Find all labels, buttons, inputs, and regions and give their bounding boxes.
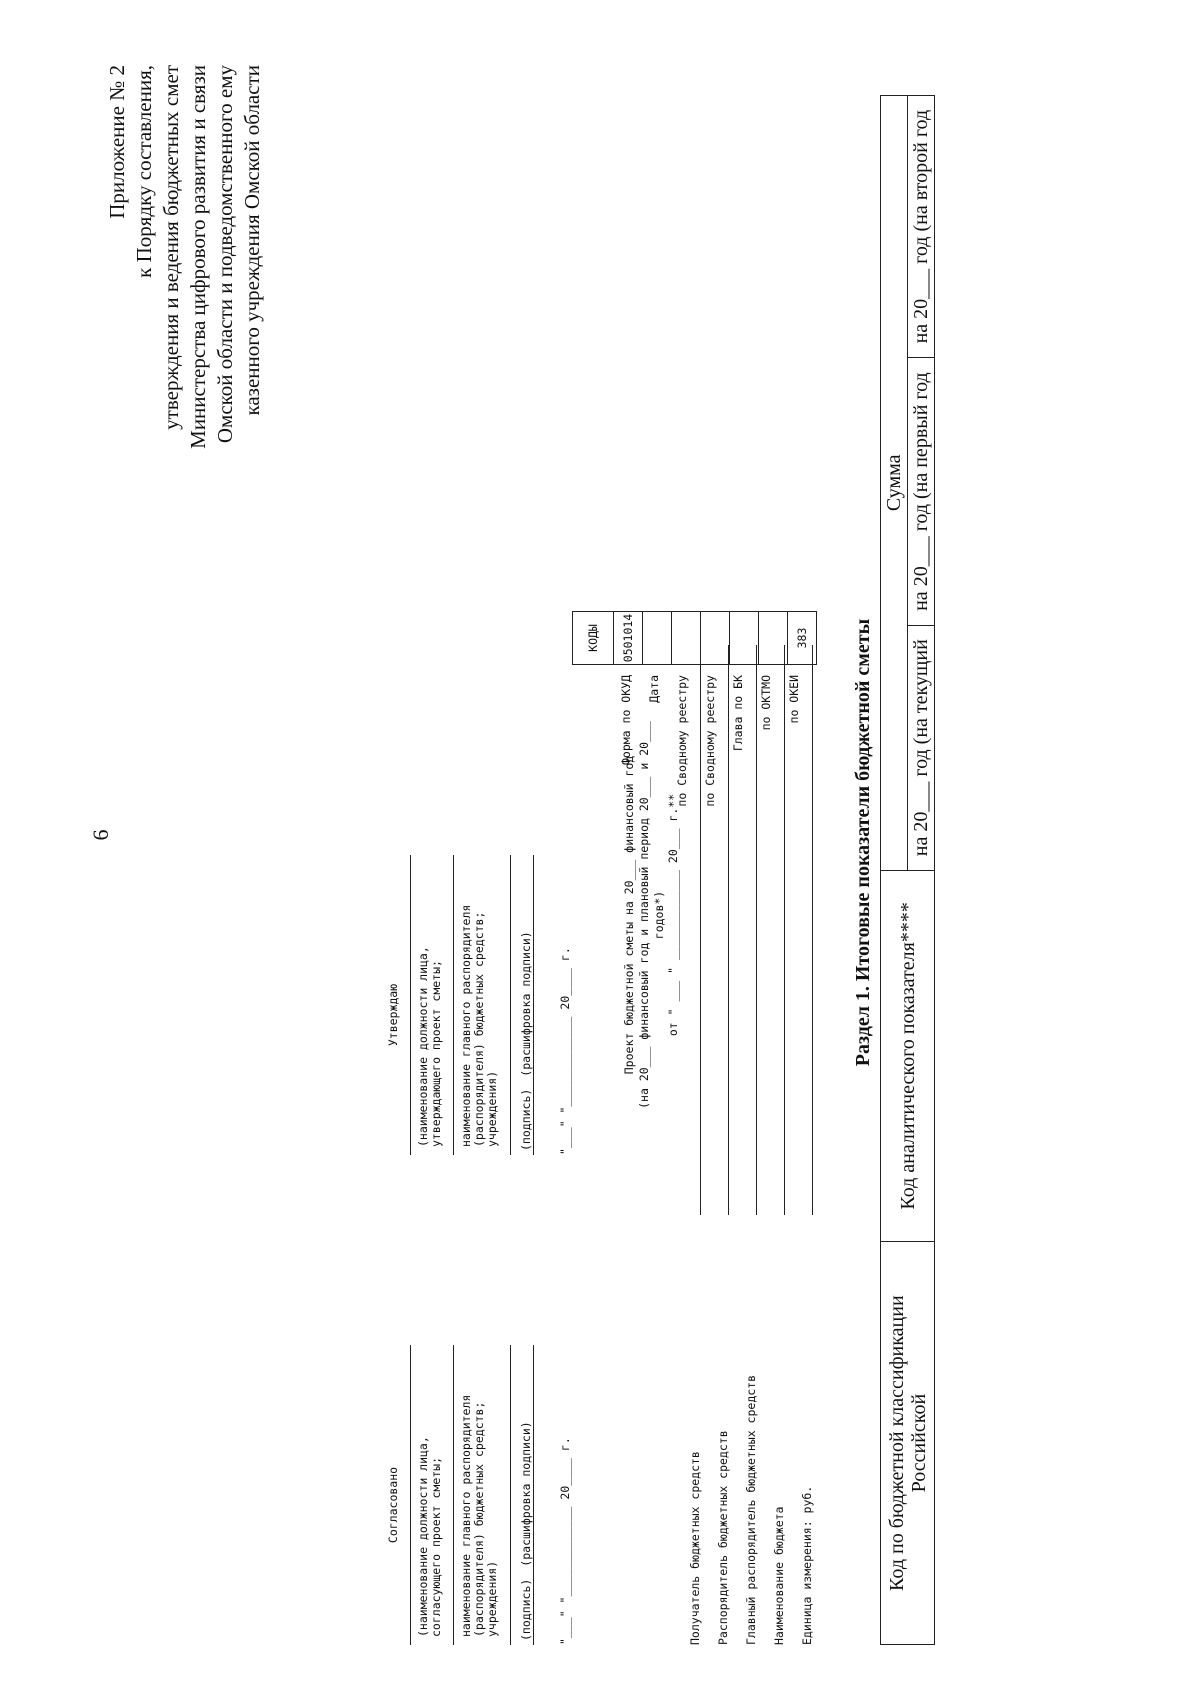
approve-date-suffix: г. [558, 947, 572, 962]
field-label-budget-name: Наименование бюджета [772, 1506, 786, 1645]
appendix-line: к Порядку составления, [132, 65, 156, 278]
field-input-manager[interactable] [728, 645, 729, 1215]
appendix-header [104, 65, 266, 605]
approve-block [410, 855, 574, 1155]
field-label-recipient: Получатель бюджетных средств [688, 1451, 702, 1645]
oktmo-label: по ОКТМО [759, 675, 773, 731]
appendix-line: утверждения и ведения бюджетных смет [159, 65, 183, 430]
project-date: от " ___ " _____________ 20___ г.** [666, 793, 680, 1037]
agree-date-prefix: "___" "_____________ [558, 1506, 572, 1645]
appendix-line: Приложение № 2 [105, 65, 129, 219]
agree-date-year: 20____ [558, 1458, 572, 1500]
code-registry-1[interactable] [672, 611, 701, 665]
codes-header: КОДЫ [572, 611, 614, 665]
agree-date-suffix: г. [558, 1437, 572, 1452]
table-header-second-year: на 20___ год (на второй год [908, 96, 935, 358]
approve-date-row[interactable] [558, 855, 574, 1155]
agree-organization-caption: наименование главного распорядителя (распорядителя) бюджетных средств; учреждения) [459, 1394, 499, 1637]
consolidated-registry-label-1: по Сводному реестру [675, 675, 689, 807]
agree-heading: Согласовано [386, 1466, 400, 1544]
approve-organization-caption: наименование главного распорядителя (распорядителя) бюджетных средств; учреждения) [459, 904, 499, 1147]
approve-position-caption: (наименование должности лица, утверждающего проект сметы; [416, 946, 443, 1147]
agree-signature-row[interactable] [511, 1345, 534, 1645]
field-label-chief-manager: Главный распорядитель бюджетных средств [744, 1374, 758, 1645]
table-header-sum: Сумма [881, 96, 908, 871]
field-input-chief-manager[interactable] [756, 645, 757, 1215]
table-header-bk-code: Код по бюджетной классификации Российской [881, 1242, 935, 1645]
section-title: Раздел 1. Итоговые показатели бюджетной сметы [852, 618, 874, 1067]
agree-signature-decode-caption: (расшифровка подписи) [519, 1421, 533, 1567]
approve-signature-decode-caption: (расшифровка подписи) [519, 931, 533, 1077]
code-bk-chapter[interactable] [730, 611, 759, 665]
okud-label: Форма по ОКУД [619, 675, 633, 766]
approve-date-prefix: "___" "_____________ [558, 1016, 572, 1155]
code-registry-2[interactable] [701, 611, 730, 665]
agree-date-row[interactable] [558, 1345, 574, 1645]
page-number: 6 [88, 829, 113, 841]
table-header-analytic-code: Код аналитического показателя**** [881, 870, 935, 1242]
field-input-recipient[interactable] [700, 645, 701, 1215]
agree-organization-line[interactable] [454, 1345, 511, 1645]
approve-heading: Утверждаю [386, 983, 400, 1047]
appendix-line: Министерства цифрового развития и связи [186, 65, 210, 449]
agree-position-caption: (наименование должности лица, согласующего проект сметы; [416, 1436, 443, 1637]
approve-signature-row[interactable] [511, 855, 534, 1155]
project-title-line2: (на 20___ финансовый год и плановый период 20___ и 20___ годов*) [637, 721, 666, 1109]
agree-position-line[interactable] [410, 1345, 454, 1645]
codes-box [572, 611, 817, 665]
approve-signature-caption: (подпись) [519, 1088, 533, 1151]
field-input-budget-name[interactable] [784, 645, 785, 1215]
code-oktmo[interactable] [759, 611, 788, 665]
code-okud[interactable]: 0501014 [614, 611, 643, 665]
code-okei[interactable]: 383 [788, 611, 817, 665]
project-title-line1: Проект бюджетной сметы на 20___ финансовый год [622, 755, 636, 1075]
field-label-manager: Распорядитель бюджетных средств [716, 1430, 730, 1645]
field-input-unit[interactable] [812, 645, 813, 1215]
okei-label: по ОКЕИ [787, 675, 801, 724]
agree-signature-caption: (подпись) [519, 1578, 533, 1641]
date-label: Дата [647, 675, 661, 703]
code-date[interactable] [643, 611, 672, 665]
field-label-unit: Единица измерения: руб. [800, 1485, 814, 1645]
indicators-table [880, 95, 935, 1645]
approve-organization-line[interactable] [454, 855, 511, 1155]
table-header-current-year: на 20___ год (на текущий [908, 625, 935, 870]
approve-position-line[interactable] [410, 855, 454, 1155]
approve-date-year: 20____ [558, 968, 572, 1010]
appendix-line: казенного учреждения Омской области [240, 65, 264, 416]
agree-block [410, 1345, 574, 1645]
bk-chapter-label: Глава по БК [731, 675, 745, 752]
appendix-line: Омской области и подведомственного ему [213, 65, 237, 444]
consolidated-registry-label-2: по Сводному реестру [703, 675, 717, 807]
table-header-first-year: на 20___ год (на первый год [908, 358, 935, 626]
